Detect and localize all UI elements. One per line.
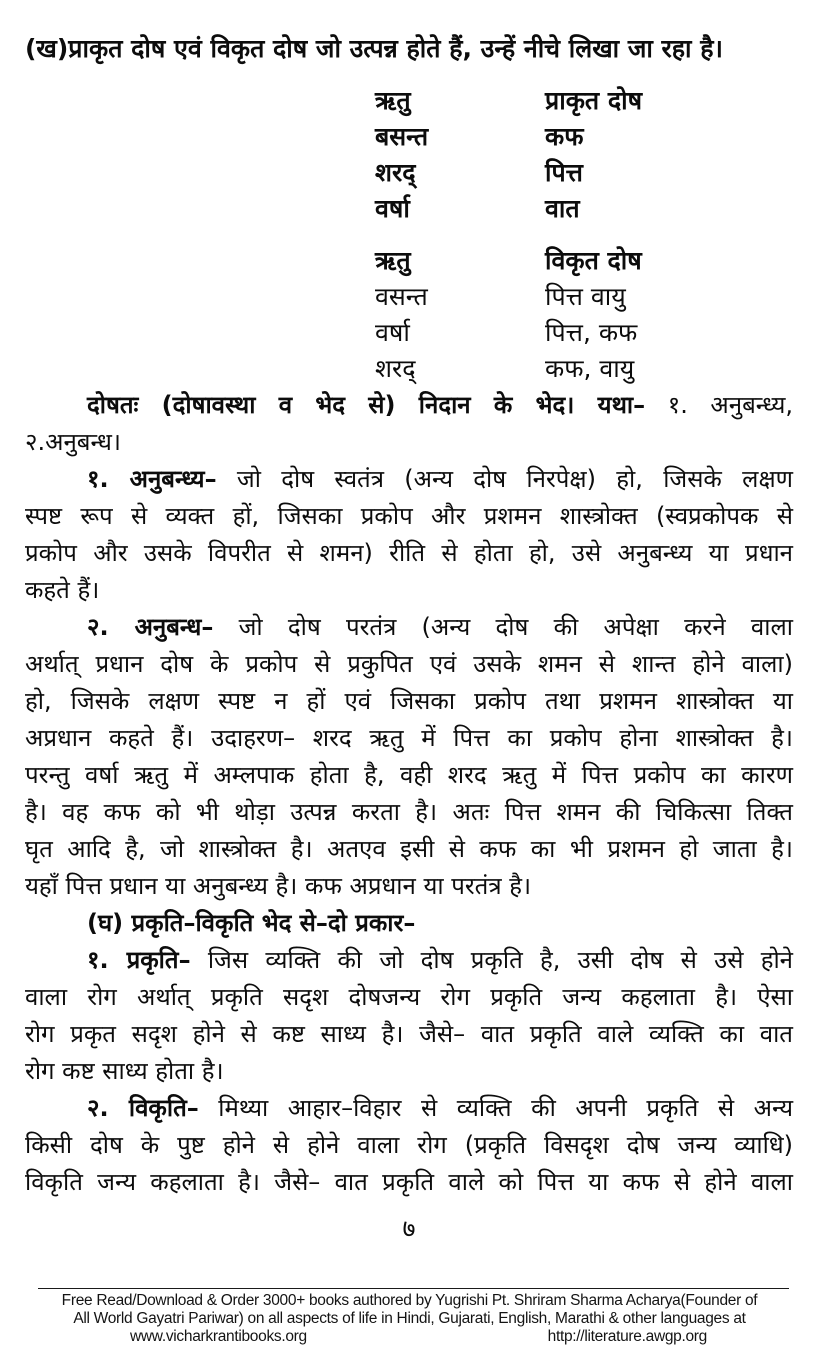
para-line: रोग प्रकृत सदृश होने से कष्ट साध्य है। जैसे– वात प्रकृति वाले व्यक्ति का वात — [25, 1020, 793, 1048]
para-line: घृत आदि है, जो शास्त्रोक्त है। अतएव इसी से कफ का भी प्रशमन हो जाता है। — [25, 835, 793, 863]
para-line-text: जो दोष स्वतंत्र (अन्य दोष निरपेक्ष) हो, जिसके लक्षण — [216, 465, 794, 493]
term-lead-anubandhya: १. अनुबन्ध्य– — [87, 465, 217, 493]
para-line: रोग कष्ट साध्य होता है। — [25, 1057, 224, 1085]
dosha-cell: पित्त वायु — [545, 282, 626, 311]
season-cell: वसन्त — [375, 282, 428, 311]
section-heading-gha: (घ) प्रकृति–विकृति भेद से–दो प्रकार– — [87, 909, 416, 937]
paragraph-vikriti — [25, 1090, 793, 1201]
dosha-header-cell: प्राकृत दोष — [545, 86, 643, 115]
table-row — [375, 315, 793, 351]
dosha-cell: कफ, वायु — [545, 354, 635, 383]
footer-divider — [38, 1288, 789, 1289]
doshatah-normal-text: १. अनुबन्ध्य, — [645, 391, 794, 419]
paragraph-anubandha — [25, 609, 793, 905]
para-line: परन्तु वर्षा ऋतु में अम्लपाक होता है, वही शरद ऋतु में पित्त प्रकोप का कारण — [25, 761, 793, 789]
season-cell: वर्षा — [375, 318, 410, 347]
page-content — [25, 30, 793, 1245]
season-cell: बसन्त — [375, 122, 429, 151]
table-header-row — [375, 243, 793, 279]
term-lead-anubandha: २. अनुबन्ध– — [87, 613, 214, 641]
para-line: है। वह कफ को भी थोड़ा उत्पन्न करता है। अतः पित्त शमन की चिकित्सा तिक्त — [25, 798, 793, 826]
vikrit-dosha-table — [375, 243, 793, 387]
page-footer — [0, 1288, 819, 1346]
prakrit-dosha-table — [375, 83, 793, 227]
footer-urls-row — [130, 1328, 707, 1346]
season-cell: शरद् — [375, 354, 416, 383]
para-line-text: जिस व्यक्ति की जो दोष प्रकृति है, उसी दोष से उसे होने — [190, 946, 793, 974]
para-line: कहते हैं। — [25, 576, 100, 604]
para-line — [25, 461, 793, 498]
para-line: अप्रधान कहते हैं। उदाहरण– शरद ऋतु में पित्त का प्रकोप होना शास्त्रोक्त है। — [25, 724, 793, 752]
para-line: स्पष्ट रूप से व्यक्त हों, जिसका प्रकोप और प्रशमन शास्त्रोक्त (स्वप्रकोपक से — [25, 502, 793, 530]
para-line — [25, 609, 793, 646]
term-lead-prakriti: १. प्रकृति– — [87, 946, 191, 974]
page-number: ७ — [402, 1214, 416, 1243]
para-line-text: जो दोष परतंत्र (अन्य दोष की अपेक्षा करने वाला — [213, 613, 793, 641]
footer-url-right: http://literature.awgp.org — [547, 1328, 707, 1345]
para-line — [25, 942, 793, 979]
para-line: प्रकोप और उसके विपरीत से शमन) रीति से होता हो, उसे अनुबन्ध्य या प्रधान — [25, 539, 793, 567]
section-heading-kha: (ख)प्राकृत दोष एवं विकृत दोष जो उत्पन्न होते हैं, उन्हें नीचे लिखा जा रहा है। — [25, 34, 723, 63]
dosha-cell: पित्त — [545, 158, 583, 187]
footer-line-2: All World Gayatri Pariwar) on all aspects of life in Hindi, Gujarati, English, Marathi & other languages at — [73, 1310, 746, 1327]
para-line-text: मिथ्या आहार–विहार से व्यक्ति की अपनी प्रकृति से अन्य — [198, 1094, 793, 1122]
dosha-cell: वात — [545, 194, 580, 223]
para-line: अर्थात् प्रधान दोष के प्रकोप से प्रकुपित एवं उसके शमन से शान्त होने वाला) — [25, 650, 793, 678]
season-cell: शरद् — [375, 158, 416, 187]
table-row — [375, 119, 793, 155]
doshatah-line — [25, 387, 793, 424]
paragraph-anubandhya — [25, 461, 793, 609]
table-row — [375, 279, 793, 315]
doshatah-bold-text: दोषतः (दोषावस्था व भेद से) निदान के भेद। यथा– — [87, 391, 646, 419]
term-lead-vikriti: २. विकृति– — [87, 1094, 199, 1122]
para-line: वाला रोग अर्थात् प्रकृति सदृश दोषजन्य रोग प्रकृति जन्य कहलाता है। ऐसा — [25, 983, 793, 1011]
season-cell: वर्षा — [375, 194, 410, 223]
para-line — [25, 1090, 793, 1127]
season-header-cell: ऋतु — [375, 86, 411, 115]
table-header-row — [375, 83, 793, 119]
footer-url-left: www.vicharkrantibooks.org — [130, 1328, 307, 1345]
paragraph-prakriti — [25, 942, 793, 1090]
footer-line-1: Free Read/Download & Order 3000+ books authored by Yugrishi Pt. Shriram Sharma Acharya(Founder of — [61, 1292, 758, 1309]
doshatah-line2: २.अनुबन्ध। — [25, 428, 121, 456]
table-row — [375, 351, 793, 387]
table-row — [375, 191, 793, 227]
para-line: किसी दोष के पुष्ट होने से होने वाला रोग (प्रकृति विसदृश दोष जन्य व्याधि) — [25, 1131, 793, 1159]
dosha-cell: पित्त, कफ — [545, 318, 638, 347]
table-row — [375, 155, 793, 191]
para-line: यहाँ पित्त प्रधान या अनुबन्ध्य है। कफ अप्रधान या परतंत्र है। — [25, 872, 532, 900]
dosha-cell: कफ — [545, 122, 584, 151]
dosha-header-cell: विकृत दोष — [545, 246, 642, 275]
para-line: विकृति जन्य कहलाता है। जैसे– वात प्रकृति वाले को पित्त या कफ से होने वाला — [25, 1168, 793, 1196]
para-line: हो, जिसके लक्षण स्पष्ट न हों एवं जिसका प्रकोप तथा प्रशमन शास्त्रोक्त या — [25, 687, 793, 715]
season-header-cell: ऋतु — [375, 246, 411, 275]
